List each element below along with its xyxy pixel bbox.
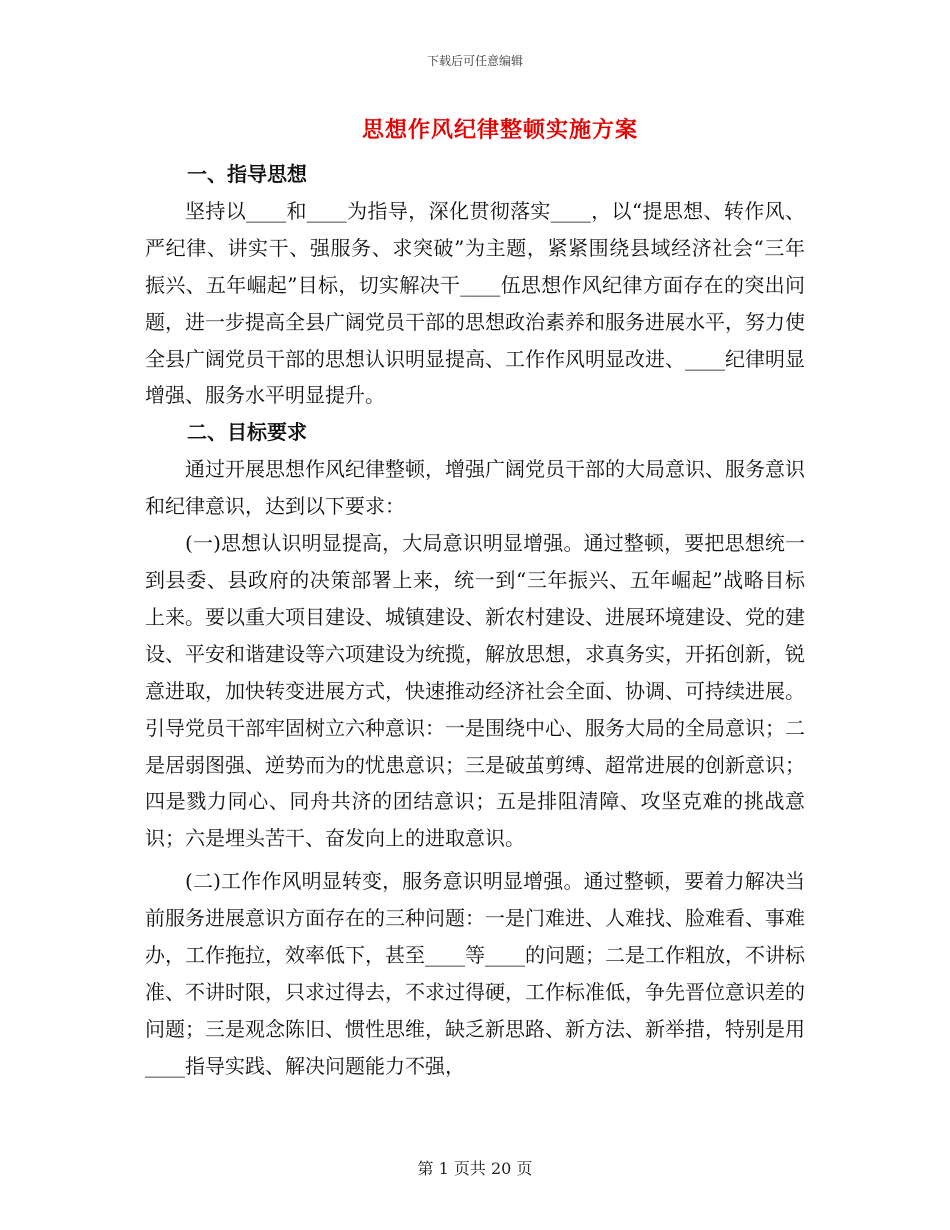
- paragraph-guiding-ideology: 坚持以____和____为指导，深化贯彻落实____，以“提思想、转作风、严纪律、讲实干、强服务、求突破”为主题，紧紧围绕县域经济社会“三年振兴、五年崛起”目标，切实解决干____伍思想作风纪律方面存在的突出问题，进一步提高全县广阔党员干部的思想政治素养和服务进展水平，努力使全县广阔党员干部的思想认识明显提高、工作作风明显改进、____纪律明显增强、服务水平明显提升。: [145, 198, 805, 408]
- paragraph-goal-2: (二)工作作风明显转变，服务意识明显增强。通过整顿，要着力解决当前服务进展意识方面存在的三种问题：一是门难进、人难找、脸难看、事难办，工作拖拉，效率低下，甚至____等____的问题；二是工作粗放，不讲标准、不讲时限，只求过得去，不求过得硬，工作标准低，争先晋位意识差的问题；三是观念陈旧、惯性思维，缺乏新思路、新方法、新举措，特别是用____指导实践、解决问题能力不强，: [145, 869, 805, 1078]
- header-note: 下载后可任意编辑: [426, 54, 523, 68]
- page-number: 第 1 页共 20 页: [417, 1159, 533, 1178]
- section-heading-goals: 二、目标要求: [187, 420, 307, 445]
- document-body: [145, 156, 805, 1085]
- document-title: 思想作风纪律整顿实施方案: [361, 117, 638, 143]
- paragraph-goal-1: (一)思想认识明显提高，大局意识明显增强。通过整顿，要把思想统一到县委、县政府的决策部署上来，统一到“三年振兴、五年崛起”战略目标上来。要以重大项目建设、城镇建设、新农村建设、进展环境建设、党的建设、平安和谐建设等六项建设为统揽，解放思想，求真务实，开拓创新，锐意进取，加快转变进展方式，快速推动经济社会全面、协调、可持续进展。引导党员干部牢固树立六种意识：一是围绕中心、服务大局的全局意识；二是居弱图强、逆势而为的忧患意识；三是破茧剪缚、超常进展的创新意识；四是戮力同心、同舟共济的团结意识；五是排阻清障、攻坚克难的挑战意识；六是埋头苦干、奋发向上的进取意识。: [145, 531, 805, 851]
- section-heading-guiding-ideology: 一、指导思想: [187, 162, 307, 186]
- paragraph-goals-intro: 通过开展思想作风纪律整顿，增强广阔党员干部的大局意识、服务意识和纪律意识，达到以下要求：: [145, 457, 805, 519]
